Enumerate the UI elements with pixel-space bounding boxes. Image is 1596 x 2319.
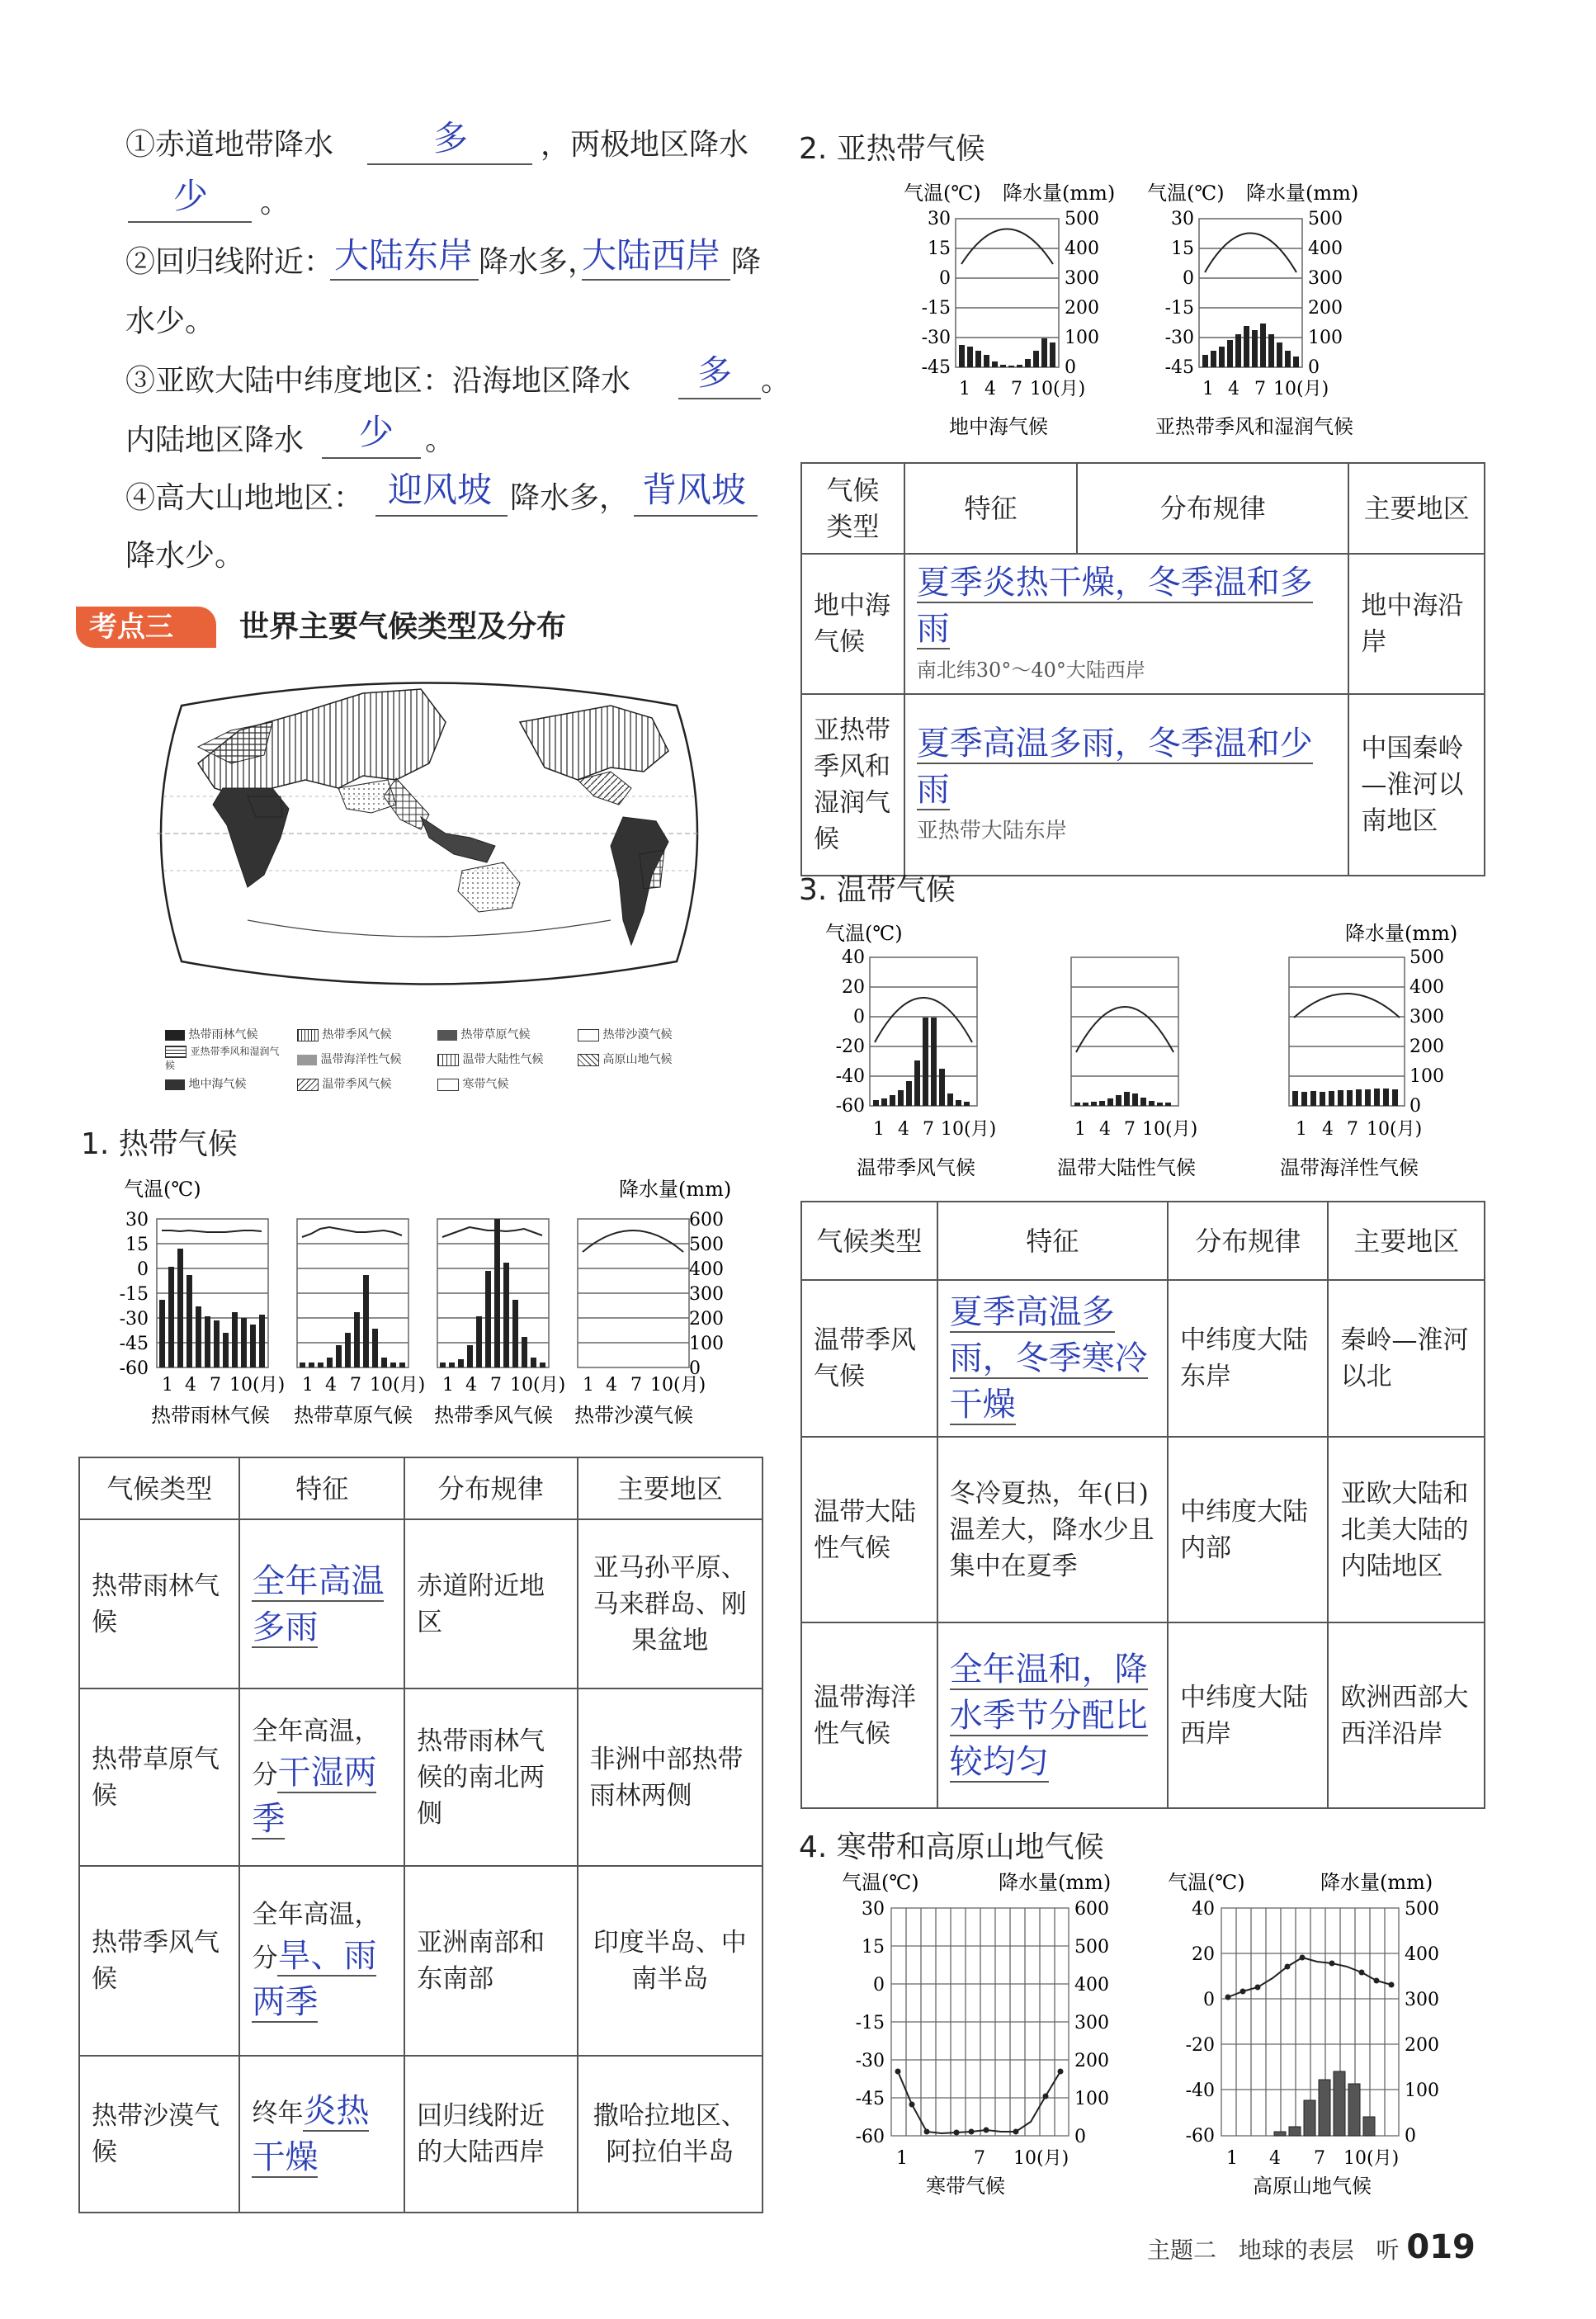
left-tick: 0 [853,1007,865,1027]
left-tick: 30 [862,1899,885,1920]
left-tick: -15 [119,1284,149,1305]
region: 亚欧大陆和北美大陆的内陆地区 [1328,1437,1485,1622]
col-header: 气候类型 [79,1457,239,1519]
left-tick: -60 [1185,2126,1215,2147]
right-tick: 0 [1074,2127,1086,2147]
q4-mid: 降水多， [510,481,630,515]
climate-type: 热带沙漠气候 [79,2056,239,2213]
answer-feature: 全年温和，降水季节分配比较均匀 [949,1650,1148,1781]
answer-feature: 夏季高温多雨，冬季寒冷干燥 [949,1293,1148,1424]
month-tick: 7 [1124,1119,1136,1140]
right-tick: 400 [1065,239,1099,259]
left-tick: 15 [1171,239,1194,259]
feature-prefix: 终年 [252,2099,304,2128]
right-tick: 0 [1405,2126,1416,2147]
left-tick: -30 [119,1309,149,1330]
left-tick: 20 [1192,1944,1215,1965]
right-tick: 600 [689,1210,724,1230]
legend-item: 寒带气候 [462,1078,509,1091]
distribution: 中纬度大陆东岸 [1168,1280,1329,1437]
distribution: 回归线附近的大陆西岸 [404,2056,577,2213]
chart-caption: 温带海洋性气候 [1280,1156,1419,1179]
answer-q2-2: 大陆西岸 [582,235,721,276]
right-tick: 100 [1065,328,1099,348]
left-tick: 0 [1183,268,1194,289]
month-tick: 4 [1099,1119,1111,1140]
q1-prefix: ①赤道地带降水 [125,128,334,162]
table-row [801,1622,1485,1808]
q2-mid: 降水多， [479,245,598,279]
left-tick: -45 [855,2089,885,2109]
col-header: 特征 [904,463,1077,554]
footer-topic: 主题二 [1147,2236,1217,2264]
right-tick: 0 [1308,357,1320,378]
left-tick: 20 [842,977,865,998]
right-tick: 0 [1409,1096,1421,1117]
table-row [801,1437,1485,1622]
month-tick: 7 [490,1375,502,1396]
axis-left-label: 气温(℃) [124,1178,201,1201]
answer-feature: 炎热干燥 [252,2092,370,2176]
left-tick: 30 [928,209,951,229]
col-header: 主要地区 [1348,463,1485,554]
month-tick: 4 [325,1375,337,1396]
right-tick: 200 [1065,298,1099,319]
subtropical-climate-table [800,462,1485,876]
kaodian-badge-label: 考点三 [89,611,173,644]
month-tick: 10(月) [229,1375,286,1396]
right-tick: 600 [1074,1899,1109,1920]
col-header: 主要地区 [578,1457,763,1519]
q1-end: 。 [260,186,290,220]
left-tick: -45 [921,357,951,378]
right-tick: 200 [1074,2051,1109,2071]
chart-caption: 温带季风气候 [857,1156,975,1179]
page-footer [1147,2228,1476,2266]
q3-prefix: ③亚欧大陆中纬度地区：沿海地区降水 [125,364,631,398]
q2-prefix: ②回归线附近： [125,245,334,279]
left-tick: -15 [855,2013,885,2033]
temperate-climate-table [800,1201,1485,1809]
right-tick: 200 [1409,1037,1444,1057]
tropical-climate-charts [107,1176,732,1432]
month-tick: 4 [185,1375,196,1396]
climate-type: 地中海气候 [801,554,904,694]
right-tick: 100 [689,1334,724,1354]
chart-caption: 温带大陆性气候 [1057,1156,1196,1179]
region: 亚马孙平原、马来群岛、刚果盆地 [578,1519,763,1688]
feature-text: 冬冷夏热，年(日)温差大，降水少且集中在夏季 [937,1437,1168,1622]
answer-feature: 干湿两季 [252,1753,377,1838]
month-tick: 7 [210,1375,221,1396]
right-tick: 500 [1308,209,1343,229]
axis-left-label: 气温(℃) [842,1871,919,1894]
chart-caption: 热带草原气候 [294,1404,413,1427]
right-tick: 0 [1065,357,1076,378]
chart-caption: 亚热带季风和湿润气候 [1155,415,1353,438]
month-tick: 1 [896,2148,908,2169]
axis-right-label: 降水量(mm) [619,1178,732,1201]
legend-item: 热带季风气候 [322,1028,392,1041]
region: 地中海沿岸 [1348,554,1485,694]
month-tick: 1 [1202,379,1214,399]
axis-left-label: 气温(℃) [904,182,981,205]
q3-end: 。 [761,364,791,398]
chart-caption: 地中海气候 [949,415,1048,438]
left-tick: 0 [1203,1990,1215,2010]
feature-prefix: 全年高温，分 [252,1716,380,1790]
left-tick: 0 [939,268,951,289]
axis-left-label: 气温(℃) [825,922,903,945]
region: 欧洲西部大西洋沿岸 [1328,1622,1485,1808]
legend-item: 热带沙漠气候 [602,1028,673,1041]
q3-line2-prefix: 内陆地区降水 [125,423,305,457]
left-tick: 30 [125,1210,149,1230]
month-tick: 7 [1011,379,1022,399]
right-tick: 400 [1405,1944,1439,1965]
right-tick: 300 [1065,268,1099,289]
right-tick: 100 [1074,2089,1109,2109]
left-tick: -40 [1185,2080,1215,2101]
left-tick: -60 [119,1358,149,1379]
climate-type: 亚热带季风和湿润气候 [801,694,904,876]
q4-line2: 降水少。 [125,539,245,573]
table-row [79,1519,763,1688]
legend-item: 地中海气候 [188,1078,247,1091]
month-tick: 10(月) [941,1119,997,1140]
region: 撒哈拉地区、阿拉伯半岛 [578,2056,763,2213]
chart-caption: 高原山地气候 [1253,2175,1372,2198]
axis-right-label: 降水量(mm) [1246,182,1359,205]
axis-right-label: 降水量(mm) [1345,922,1458,945]
left-tick: 30 [1171,209,1194,229]
month-tick: 10(月) [1367,1119,1423,1140]
left-tick: 0 [873,1975,885,1995]
distribution: 亚洲南部和东南部 [404,1866,577,2056]
right-tick: 500 [1065,209,1099,229]
col-header: 分布规律 [404,1457,577,1519]
month-tick: 4 [985,379,996,399]
left-tick: -60 [835,1096,865,1117]
climate-type: 温带季风气候 [801,1280,937,1437]
legend-item: 高原山地气候 [602,1053,673,1066]
month-tick: 1 [1296,1119,1307,1140]
month-tick: 7 [1314,2148,1325,2169]
month-tick: 1 [1226,2148,1238,2169]
right-tick: 400 [689,1259,724,1280]
axis-left-label: 气温(℃) [1147,182,1225,205]
right-tick: 300 [1409,1007,1444,1027]
climate-type: 热带雨林气候 [79,1519,239,1688]
distribution: 中纬度大陆内部 [1168,1437,1329,1622]
page-number: 019 [1406,2228,1476,2266]
left-tick: -15 [921,298,951,319]
answer-q3-1: 多 [697,352,733,393]
answer-feature: 夏季高温多雨，冬季温和少雨 [916,725,1313,809]
q4-prefix: ④高大山地地区： [125,481,364,515]
table-row [801,694,1485,876]
left-tick: -30 [855,2051,885,2071]
right-tick: 0 [689,1358,701,1379]
left-tick: 15 [862,1937,885,1958]
distribution: 热带雨林气候的南北两侧 [404,1688,577,1866]
col-header: 特征 [937,1202,1168,1280]
col-header: 气候类型 [801,463,904,554]
right-tick: 100 [1405,2080,1439,2101]
climate-type: 热带草原气候 [79,1688,239,1866]
answer-feature: 夏季炎热干燥，冬季温和多雨 [916,564,1313,648]
distribution: 亚热带大陆东岸 [916,819,1067,843]
month-tick: 4 [1322,1119,1334,1140]
month-tick: 4 [1269,2148,1281,2169]
kaodian-title: 世界主要气候类型及分布 [239,610,567,644]
month-tick: 4 [1228,379,1239,399]
right-tick: 200 [1405,2035,1439,2056]
col-header: 特征 [239,1457,404,1519]
region: 印度半岛、中南半岛 [578,1866,763,2056]
month-tick: 10(月) [650,1375,706,1396]
right-tick: 100 [1409,1066,1444,1087]
month-tick: 4 [898,1119,909,1140]
subtropical-climate-charts [891,182,1419,446]
month-tick: 1 [1074,1119,1086,1140]
col-header: 气候类型 [801,1202,937,1280]
region: 中国秦岭—淮河以南地区 [1348,694,1485,876]
legend-item: 温带海洋性气候 [320,1053,402,1066]
col-header: 分布规律 [1168,1202,1329,1280]
tropical-climate-table [78,1457,763,2213]
right-tick: 500 [1405,1899,1439,1920]
region: 秦岭—淮河以北 [1328,1280,1485,1437]
right-tick: 300 [1074,2013,1109,2033]
q3-line2-end: 。 [425,423,456,457]
col-header: 主要地区 [1328,1202,1485,1280]
distribution: 南北纬30°～40°大陆西岸 [916,659,1145,682]
left-tick: 40 [842,947,865,968]
chart-caption: 寒带气候 [926,2175,1005,2198]
month-tick: 1 [162,1375,173,1396]
left-tick: -40 [835,1066,865,1087]
left-tick: -20 [835,1037,865,1057]
right-tick: 500 [689,1235,724,1255]
month-tick: 1 [442,1375,454,1396]
month-tick: 10(月) [510,1375,566,1396]
table-row [801,1280,1485,1437]
chart-caption: 热带雨林气候 [151,1404,270,1427]
legend-item: 温带大陆性气候 [462,1053,544,1066]
month-tick: 7 [350,1375,361,1396]
month-tick: 10(月) [1343,2148,1400,2169]
chart-caption: 热带沙漠气候 [574,1404,693,1427]
feature-prefix: 全年高温，分 [252,1900,380,1973]
section-tropical-title: 1. 热带气候 [81,1127,238,1161]
table-row [801,554,1485,694]
right-tick: 300 [1308,268,1343,289]
left-tick: -45 [1164,357,1194,378]
right-tick: 300 [689,1284,724,1305]
left-tick: 15 [928,239,951,259]
month-tick: 7 [630,1375,642,1396]
right-tick: 500 [1409,947,1444,968]
right-tick: 300 [1405,1990,1439,2010]
right-tick: 400 [1308,239,1343,259]
temperate-climate-charts [809,920,1485,1193]
right-tick: 200 [1308,298,1343,319]
answer-q3-2: 少 [359,412,394,452]
left-tick: -15 [1164,298,1194,319]
month-tick: 10(月) [1013,2148,1070,2169]
month-tick: 7 [974,2148,985,2169]
month-tick: 4 [606,1375,617,1396]
q2-end: 降 [731,245,762,279]
distribution: 赤道附近地区 [404,1519,577,1688]
month-tick: 7 [1254,379,1266,399]
q2-line2: 水少。 [125,305,215,338]
month-tick: 1 [873,1119,885,1140]
month-tick: 10(月) [370,1375,426,1396]
month-tick: 10(月) [1142,1119,1198,1140]
right-tick: 100 [1308,328,1343,348]
legend-item: 亚热带季风和湿润气候 [165,1046,280,1071]
section-polar-highland-title: 4. 寒带和高原山地气候 [799,1830,1104,1864]
right-tick: 400 [1409,977,1444,998]
axis-right-label: 降水量(mm) [1320,1871,1433,1894]
distribution: 中纬度大陆西岸 [1168,1622,1329,1808]
q1-mid: ，两极地区降水 [541,128,749,162]
axis-right-label: 降水量(mm) [1003,182,1116,205]
section-subtropical-title: 2. 亚热带气候 [799,132,985,166]
left-tick: -20 [1185,2035,1215,2056]
left-tick: 40 [1192,1899,1215,1920]
legend-item: 温带季风气候 [322,1078,392,1091]
left-tick: 15 [125,1235,149,1255]
left-tick: -30 [921,328,951,348]
answer-q1-2: 少 [173,176,209,216]
answer-q4-1: 迎风坡 [388,470,493,510]
month-tick: 1 [302,1375,314,1396]
climate-type: 温带海洋性气候 [801,1622,937,1808]
answer-feature: 全年高温多雨 [252,1561,385,1646]
left-tick: -30 [1164,328,1194,348]
world-climate-map [149,673,710,994]
footer-title: 地球的表层 [1238,2236,1354,2264]
right-tick: 200 [689,1309,724,1330]
left-tick: -60 [855,2127,885,2147]
section-temperate-title: 3. 温带气候 [799,873,956,907]
month-tick: 7 [1347,1119,1358,1140]
legend-item: 热带草原气候 [460,1028,531,1041]
answer-q4-2: 背风坡 [642,470,747,510]
table-row [79,1866,763,2056]
axis-left-label: 气温(℃) [1168,1871,1245,1894]
month-tick: 7 [923,1119,934,1140]
legend-item: 热带雨林气候 [188,1028,258,1041]
month-tick: 1 [959,379,970,399]
climate-type: 温带大陆性气候 [801,1437,937,1622]
axis-right-label: 降水量(mm) [999,1871,1112,1894]
left-tick: 0 [137,1259,149,1280]
month-tick: 10(月) [1273,379,1329,399]
month-tick: 10(月) [1030,379,1086,399]
chart-caption: 热带季风气候 [434,1404,553,1427]
right-tick: 500 [1074,1937,1109,1958]
table-row [79,1688,763,1866]
region: 非洲中部热带雨林两侧 [578,1688,763,1866]
right-tick: 400 [1074,1975,1109,1995]
climate-type: 热带季风气候 [79,1866,239,2056]
answer-q2-1: 大陆东岸 [334,235,474,276]
left-tick: -45 [119,1334,149,1354]
month-tick: 1 [583,1375,594,1396]
table-row [79,2056,763,2213]
col-header: 分布规律 [1077,463,1348,554]
month-tick: 4 [465,1375,477,1396]
answer-feature: 旱、雨两季 [252,1937,377,2021]
answer-q1-1: 多 [433,118,469,158]
polar-highland-climate-charts [833,1869,1477,2208]
footer-listen: 听 [1376,2236,1400,2264]
